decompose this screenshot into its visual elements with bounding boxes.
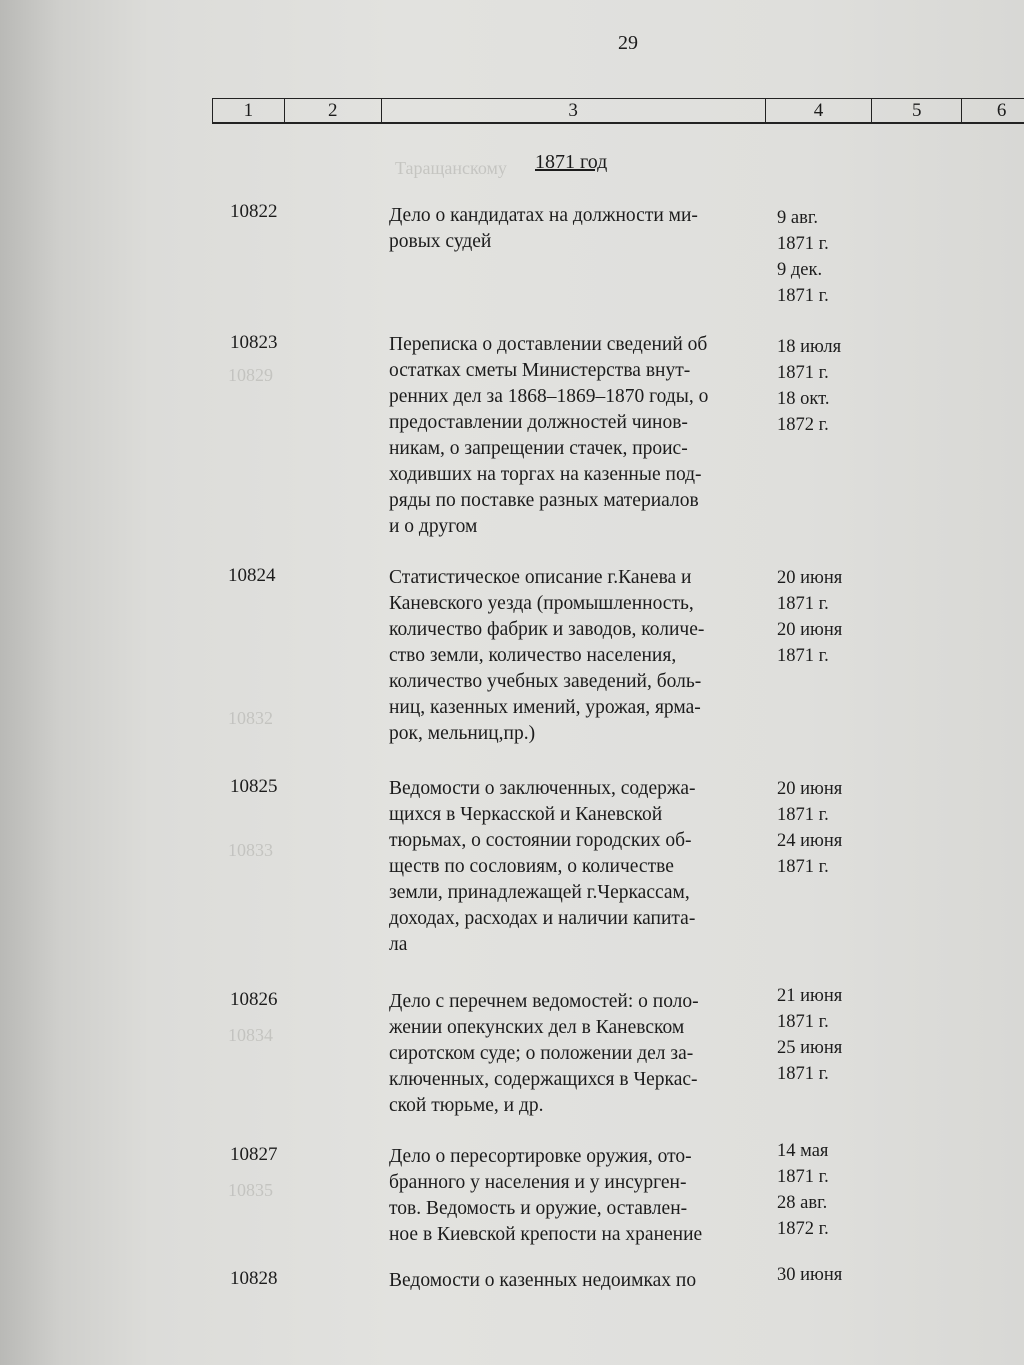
date-line: 9 авг.: [777, 208, 818, 228]
entry-description: [389, 332, 769, 540]
description-line: ряды по поставке разных материалов: [389, 490, 699, 511]
date-line: 20 июня: [777, 620, 843, 640]
bleed-through-text: Таращанскому: [395, 158, 507, 178]
date-line: 1871 г.: [777, 1167, 829, 1187]
entry-dates: [777, 334, 887, 438]
description-line: доходах, расходах и наличии капита-: [389, 908, 696, 929]
date-line: 25 июня: [777, 1038, 843, 1058]
entry-dates: [777, 983, 887, 1087]
column-header: 3: [382, 99, 766, 122]
entry-description: [389, 565, 769, 747]
date-line: 1871 г.: [777, 594, 829, 614]
entry-dates: [777, 1138, 887, 1242]
year-heading: 1871 год: [535, 151, 608, 173]
entry-dates: [777, 205, 887, 309]
description-line: ровых судей: [389, 231, 492, 252]
description-line: Дело с перечнем ведомостей: о поло-: [389, 991, 699, 1012]
description-line: ла: [389, 934, 408, 955]
description-line: Ведомости о заключенных, содержа-: [389, 778, 696, 799]
entry-description: [389, 989, 769, 1119]
description-line: Статистическое описание г.Канева и: [389, 567, 692, 588]
date-line: 1871 г.: [777, 286, 829, 306]
date-line: 24 июня: [777, 831, 843, 851]
column-header: 4: [766, 99, 873, 122]
date-line: 1871 г.: [777, 857, 829, 877]
entry-number: 10828: [230, 1268, 278, 1289]
description-line: Переписка о доставлении сведений об: [389, 334, 708, 355]
entry-number: 10823: [230, 332, 278, 353]
description-line: сиротском суде; о положении дел за-: [389, 1043, 694, 1064]
entry-dates: [777, 776, 887, 880]
date-line: 21 июня: [777, 986, 843, 1006]
description-line: земли, принадлежащей г.Черкассам,: [389, 882, 690, 903]
description-line: остатках сметы Министерства внут-: [389, 360, 691, 381]
entry-number: 10822: [230, 201, 278, 222]
description-line: количество фабрик и заводов, количе-: [389, 619, 705, 640]
description-line: Дело о кандидатах на должности ми-: [389, 205, 698, 226]
description-line: Ведомости о казенных недоимках по: [389, 1270, 697, 1291]
description-line: жении опекунских дел в Каневском: [389, 1017, 685, 1038]
description-line: Дело о пересортировке оружия, ото-: [389, 1146, 692, 1167]
date-line: 1871 г.: [777, 805, 829, 825]
description-line: ное в Киевской крепости на хранение: [389, 1224, 703, 1245]
description-line: количество учебных заведений, боль-: [389, 671, 702, 692]
bleed-through-text: 10835: [228, 1180, 273, 1200]
date-line: 20 июня: [777, 568, 843, 588]
column-header: 1: [213, 99, 285, 122]
description-line: тюрьмах, о состоянии городских об-: [389, 830, 692, 851]
entry-number: 10824: [228, 565, 276, 586]
date-line: 30 июня: [777, 1265, 843, 1285]
entry-dates: [777, 1262, 887, 1288]
description-line: никам, о запрещении стачек, проис-: [389, 438, 688, 459]
date-line: 14 мая: [777, 1141, 829, 1161]
date-line: 20 июня: [777, 779, 843, 799]
bleed-through-text: 10833: [228, 840, 273, 860]
column-header-row: [212, 98, 1024, 124]
description-line: ренних дел за 1868–1869–1870 годы, о: [389, 386, 709, 407]
column-header: 2: [285, 99, 382, 122]
entry-number: 10826: [230, 989, 278, 1010]
date-line: 9 дек.: [777, 260, 823, 280]
date-line: 1871 г.: [777, 1064, 829, 1084]
date-line: 1871 г.: [777, 234, 829, 254]
description-line: щихся в Черкасской и Каневской: [389, 804, 663, 825]
date-line: 28 авг.: [777, 1193, 828, 1213]
bleed-through-text: 10832: [228, 708, 273, 728]
bleed-through-text: 10829: [228, 365, 273, 385]
date-line: 18 июля: [777, 337, 842, 357]
column-header: 5: [872, 99, 962, 122]
date-line: 1872 г.: [777, 1219, 829, 1239]
entry-number: 10825: [230, 776, 278, 797]
description-line: ходивших на торгах на казенные под-: [389, 464, 702, 485]
entry-description: [389, 776, 769, 958]
description-line: ской тюрьме, и др.: [389, 1095, 544, 1116]
description-line: ществ по сословиям, о количестве: [389, 856, 674, 877]
description-line: предоставлении должностей чинов-: [389, 412, 688, 433]
entry-description: [389, 203, 769, 255]
description-line: ниц, казенных имений, урожая, ярма-: [389, 697, 701, 718]
entry-dates: [777, 565, 887, 669]
entry-number: 10827: [230, 1144, 278, 1165]
date-line: 1871 г.: [777, 646, 829, 666]
description-line: рок, мельниц,пр.): [389, 723, 536, 744]
column-header: 6: [996, 99, 1007, 121]
description-line: ключенных, содержащихся в Черкас-: [389, 1069, 698, 1090]
bleed-through-text: 10834: [228, 1025, 273, 1045]
description-line: Каневского уезда (промышленность,: [389, 593, 694, 614]
date-line: 1871 г.: [777, 363, 829, 383]
date-line: 18 окт.: [777, 389, 830, 409]
date-line: 1872 г.: [777, 415, 829, 435]
description-line: ство земли, количество населения,: [389, 645, 677, 666]
page-number: 29: [618, 32, 638, 54]
description-line: бранного у населения и у инсурген-: [389, 1172, 687, 1193]
date-line: 1871 г.: [777, 1012, 829, 1032]
description-line: тов. Ведомость и оружие, оставлен-: [389, 1198, 688, 1219]
entry-description: [389, 1268, 769, 1294]
description-line: и о другом: [389, 516, 478, 537]
entry-description: [389, 1144, 769, 1248]
